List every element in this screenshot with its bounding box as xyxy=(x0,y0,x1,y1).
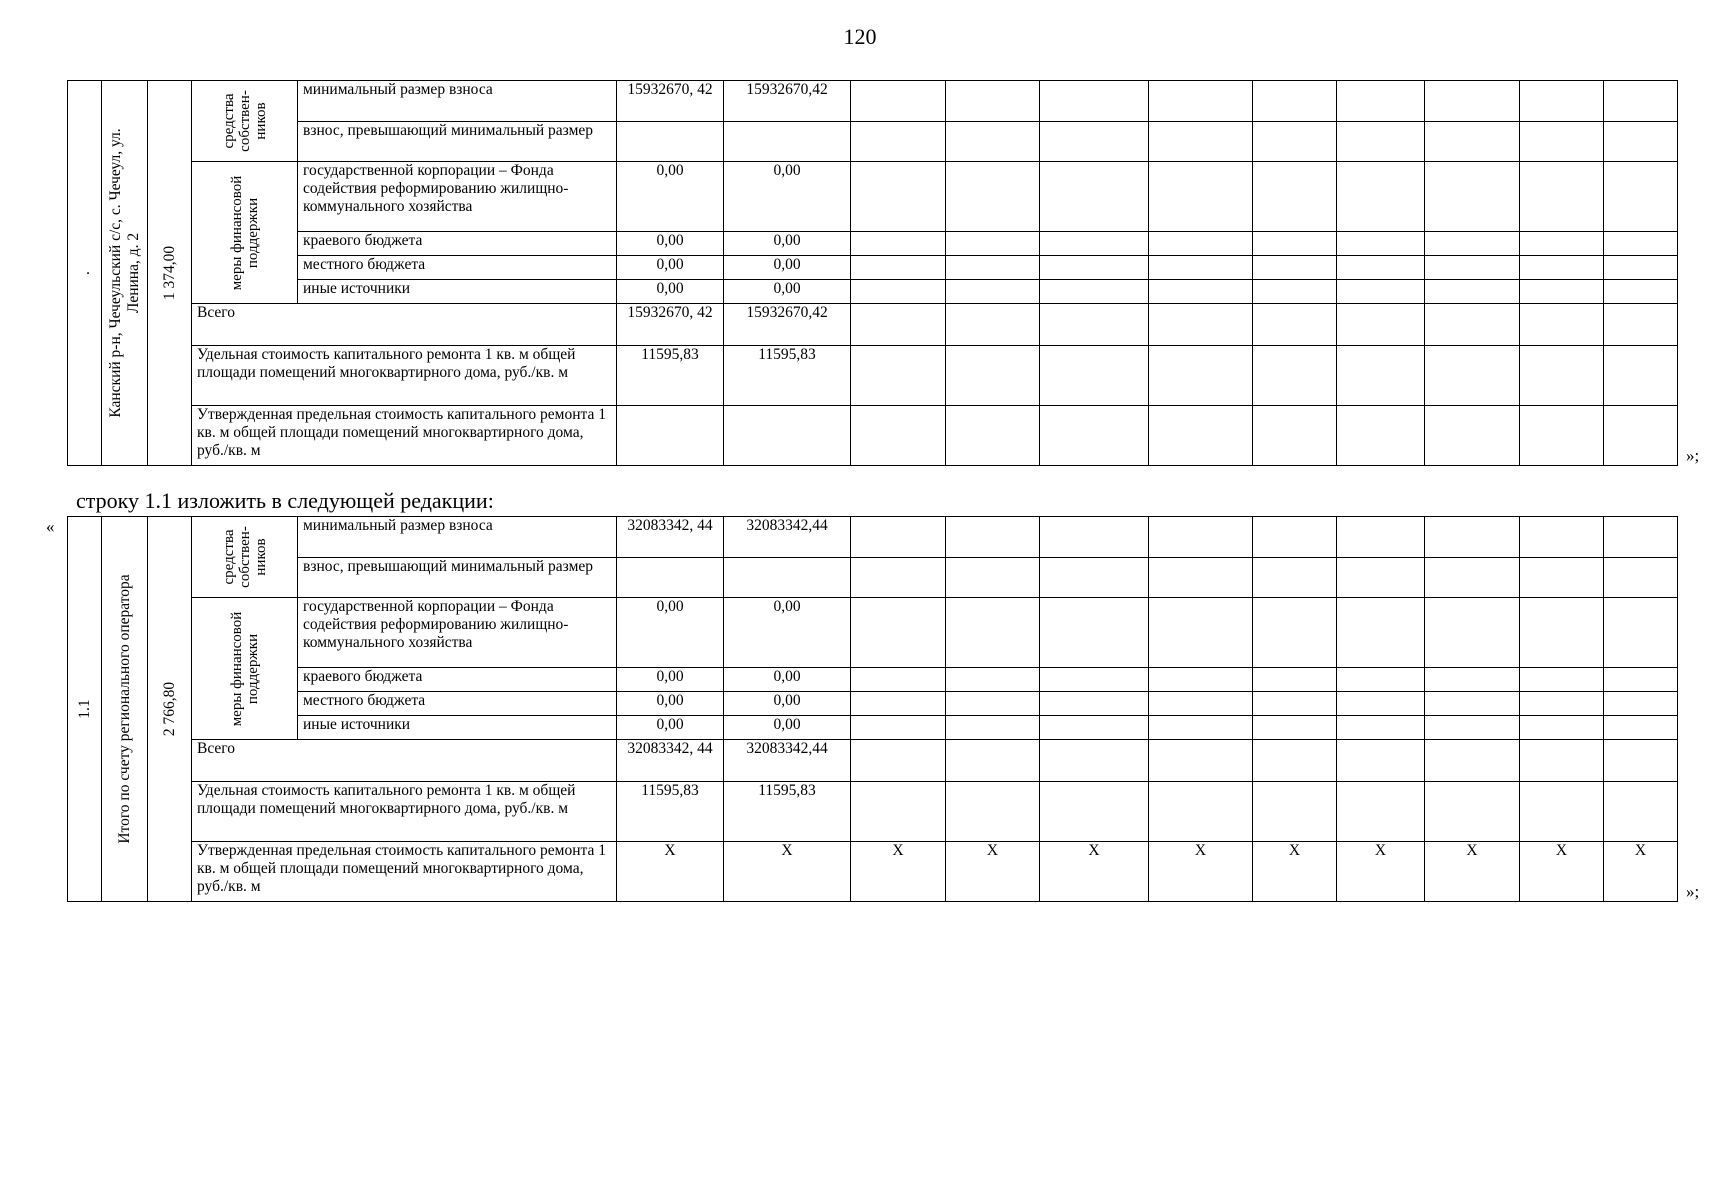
row-label-min-contribution: минимальный размер взноса xyxy=(298,81,617,122)
x-mark-cell: X xyxy=(1337,842,1425,902)
group-support-measures: меры финансовой поддержки xyxy=(192,598,298,740)
row-label-regional: краевого бюджета xyxy=(298,232,617,256)
row-label-unit-cost: Удельная стоимость капитального ремонта 1 кв. м общей площади помещений многоквартирного дома, руб./кв. м xyxy=(192,782,617,842)
row-label-other: иные источники xyxy=(298,280,617,304)
value-cell: 15932670,42 xyxy=(724,81,851,122)
row-label-total: Всего xyxy=(192,304,617,346)
x-mark-cell: X xyxy=(1520,842,1604,902)
row-label-fund: государственной корпорации – Фонда содействия реформированию жилищно-коммунального хозяйства xyxy=(298,598,617,668)
x-mark-cell: X xyxy=(946,842,1040,902)
group-owners-funds: средства собствен- ников xyxy=(192,81,298,162)
value-cell: 15932670, 42 xyxy=(617,304,724,346)
row-label-fund: государственной корпорации – Фонда содействия реформированию жилищно-коммунального хозяйства xyxy=(298,162,617,232)
value-cell: 0,00 xyxy=(724,256,851,280)
value-cell: 0,00 xyxy=(617,598,724,668)
repair-table-total xyxy=(67,516,1678,902)
area-cell: 2 766,80 xyxy=(148,517,192,902)
row-label-over-min: взнос, превышающий минимальный размер xyxy=(298,558,617,598)
instruction-text: строку 1.1 изложить в следующей редакции: xyxy=(76,488,494,513)
x-mark-cell: X xyxy=(1425,842,1520,902)
closing-quote: »; xyxy=(1686,882,1700,901)
value-cell: 11595,83 xyxy=(617,782,724,842)
area-cell: 1 374,00 xyxy=(148,81,192,466)
value-cell: 11595,83 xyxy=(724,346,851,406)
value-cell: 0,00 xyxy=(724,232,851,256)
value-cell: 11595,83 xyxy=(617,346,724,406)
row-label-unit-cost: Удельная стоимость капитального ремонта 1 кв. м общей площади помещений многоквартирного дома, руб./кв. м xyxy=(192,346,617,406)
row-number-cell: 1.1 xyxy=(68,517,102,902)
row-label-approved-limit: Утвержденная предельная стоимость капитального ремонта 1 кв. м общей площади помещений многоквартирного дома, руб./кв. м xyxy=(192,406,617,466)
x-mark-cell: X xyxy=(1253,842,1337,902)
value-cell: 11595,83 xyxy=(724,782,851,842)
value-cell: 32083342, 44 xyxy=(617,740,724,782)
opening-quote: « xyxy=(46,517,55,536)
value-cell: 0,00 xyxy=(724,162,851,232)
value-cell: 0,00 xyxy=(724,716,851,740)
value-cell: 0,00 xyxy=(724,280,851,304)
value-cell: 0,00 xyxy=(617,716,724,740)
x-mark-cell: X xyxy=(724,842,851,902)
x-mark-cell: X xyxy=(1040,842,1149,902)
group-support-measures: меры финансовой поддержки xyxy=(192,162,298,304)
row-label-local: местного бюджета xyxy=(298,692,617,716)
row-label-total: Всего xyxy=(192,740,617,782)
address-cell: Канский р-н, Чечеульский с/с, с. Чечеул, ул. Ленина, д. 2 xyxy=(102,81,148,466)
x-mark-cell: X xyxy=(617,842,724,902)
value-cell: 0,00 xyxy=(617,668,724,692)
page-number: 120 xyxy=(843,24,877,49)
label-cell: Итого по счету регионального оператора xyxy=(102,517,148,902)
value-cell: 0,00 xyxy=(724,598,851,668)
row-label-min-contribution: минимальный размер взноса xyxy=(298,517,617,558)
x-mark-cell: X xyxy=(851,842,946,902)
value-cell: 0,00 xyxy=(617,232,724,256)
closing-quote: »; xyxy=(1686,446,1700,465)
value-cell: 0,00 xyxy=(724,668,851,692)
value-cell: 0,00 xyxy=(724,692,851,716)
value-cell: 32083342, 44 xyxy=(617,517,724,558)
row-label-local: местного бюджета xyxy=(298,256,617,280)
row-label-other: иные источники xyxy=(298,716,617,740)
x-mark-cell: X xyxy=(1149,842,1253,902)
row-label-over-min: взнос, превышающий минимальный размер xyxy=(298,122,617,162)
repair-table-house xyxy=(67,80,1678,466)
value-cell: 0,00 xyxy=(617,256,724,280)
row-number-cell: . xyxy=(68,81,102,466)
group-owners-funds: средства собствен- ников xyxy=(192,517,298,598)
value-cell: 0,00 xyxy=(617,692,724,716)
value-cell: 0,00 xyxy=(617,280,724,304)
value-cell: 15932670, 42 xyxy=(617,81,724,122)
x-mark-cell: X xyxy=(1604,842,1678,902)
value-cell: 15932670,42 xyxy=(724,304,851,346)
value-cell: 32083342,44 xyxy=(724,517,851,558)
value-cell: 0,00 xyxy=(617,162,724,232)
row-label-regional: краевого бюджета xyxy=(298,668,617,692)
row-label-approved-limit: Утвержденная предельная стоимость капитального ремонта 1 кв. м общей площади помещений многоквартирного дома, руб./кв. м xyxy=(192,842,617,902)
value-cell: 32083342,44 xyxy=(724,740,851,782)
